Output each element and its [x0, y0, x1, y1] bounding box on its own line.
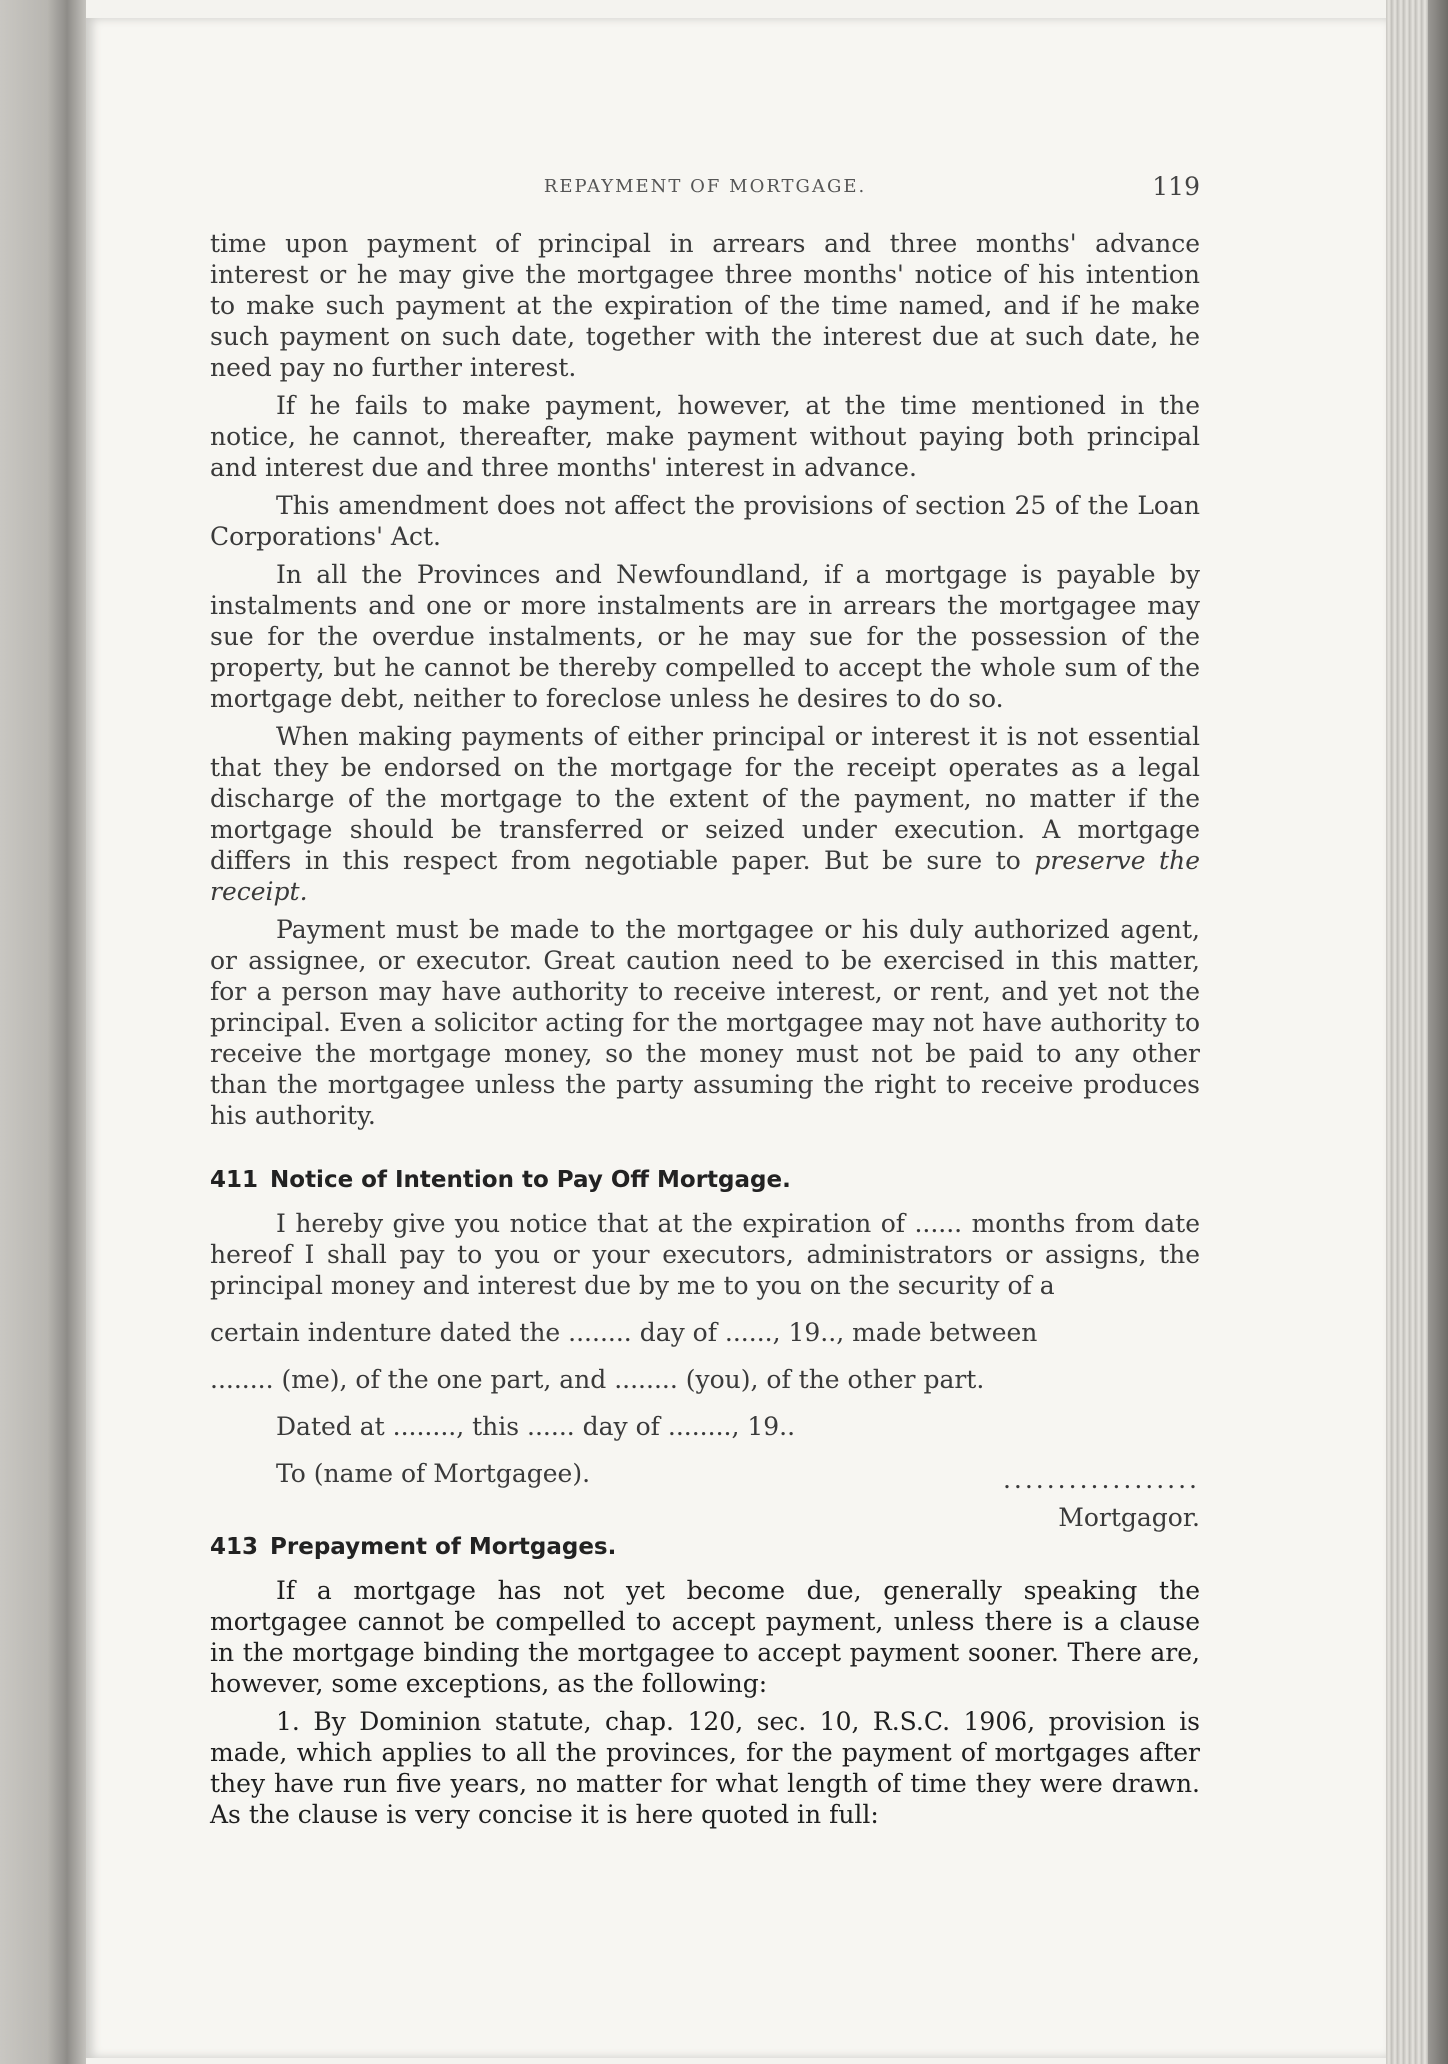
form-text: I hereby give you notice that at the expiration of ...... months from date hereof I shall pay to you or your executors, administrators or assigns, the principal money and interest due by me to you on the security of a — [210, 1209, 1200, 1300]
paragraph-receipt-text: When making payments of either principal or interest it is not essential that they be endorsed on the mortgage for the receipt operates as a legal discharge of the mortgage to the extent of the payment, no matter if the mortgage should be transferred or seized under execution. A mortgage differs in this respect from negotiable paper. But be sure to — [210, 722, 1200, 875]
paragraph: time upon payment of principal in arrears and three months' advance interest or he may give the mortgagee three months' notice of his intention to make such payment at the expiration of the time named, and if he make such payment on such date, together with the interest due at such date, he need pay no further interest. — [210, 229, 1200, 382]
paragraph-receipt-emphasis: preserve the receipt. — [210, 846, 1200, 906]
signature-block — [210, 1458, 1200, 1532]
section-413-item-1: 1. By Dominion statute, chap. 120, sec. 10, R.S.C. 1906, provision is made, which applies to all the provinces, for the payment of mortgages after they have run five years, no matter for what length of time they were drawn. As the clause is very concise it is here quoted in full: — [210, 1707, 1200, 1829]
page-body — [210, 228, 1200, 1837]
section-heading-413 — [210, 1532, 1200, 1563]
form-line-parties: ........ (me), of the one part, and ........ (you), of the other part. — [210, 1365, 985, 1394]
section-number: 413 — [210, 1534, 259, 1560]
section-413-intro: If a mortgage has not yet become due, generally speaking the mortgagee cannot be compelled to accept payment, unless there is a clause in the mortgage binding the mortgagee to accept payment sooner. There are, however, some exceptions, as the following: — [210, 1576, 1200, 1698]
section-title: Notice of Intention to Pay Off Mortgage. — [270, 1167, 791, 1193]
book-gutter — [0, 0, 86, 2064]
paragraph-receipt — [210, 721, 1200, 907]
fore-edge-shadow — [1428, 0, 1448, 2064]
paragraph: This amendment does not affect the provisions of section 25 of the Loan Corporations' Act. — [210, 491, 1200, 551]
signature-dots: .................. — [1002, 1465, 1200, 1494]
signature-label: Mortgagor. — [1058, 1503, 1200, 1532]
running-head — [210, 172, 1200, 210]
running-title: REPAYMENT OF MORTGAGE. — [543, 176, 867, 197]
paragraph-agent: Payment must be made to the mortgagee or his duly authorized agent, or assignee, or executor. Great caution need to be exercised in this matter, for a person may have authority to receive interest, or rent, and yet not the principal. Even a solicitor acting for the mortgagee may not have authority to receive the mortgage money, so the money must not be paid to any other than the mortgagee unless the party assuming the right to receive produces his authority. — [210, 915, 1200, 1130]
section-number: 411 — [210, 1167, 259, 1193]
form-line-dated: Dated at ........, this ...... day of ........, 19.. — [276, 1412, 796, 1441]
form-line-indenture: certain indenture dated the ........ day of ......, 19.., made between — [210, 1318, 1038, 1347]
form-line-to: To (name of Mortgagee). — [276, 1459, 591, 1488]
page-number: 119 — [1152, 172, 1200, 201]
section-heading-411 — [210, 1165, 1200, 1196]
section-title: Prepayment of Mortgages. — [270, 1534, 617, 1560]
paragraph: If he fails to make payment, however, at the time mentioned in the notice, he cannot, thereafter, make payment without paying both principal and interest due and three months' interest in advance. — [210, 391, 1200, 482]
paragraph: In all the Provinces and Newfoundland, if a mortgage is payable by instalments and one or more instalments are in arrears the mortgagee may sue for the overdue instalments, or he may sue for the possession of the property, but he cannot be thereby compelled to accept the whole sum of the mortgage debt, neither to foreclose unless he desires to do so. — [210, 560, 1200, 713]
page-fore-edge — [1386, 0, 1448, 2064]
